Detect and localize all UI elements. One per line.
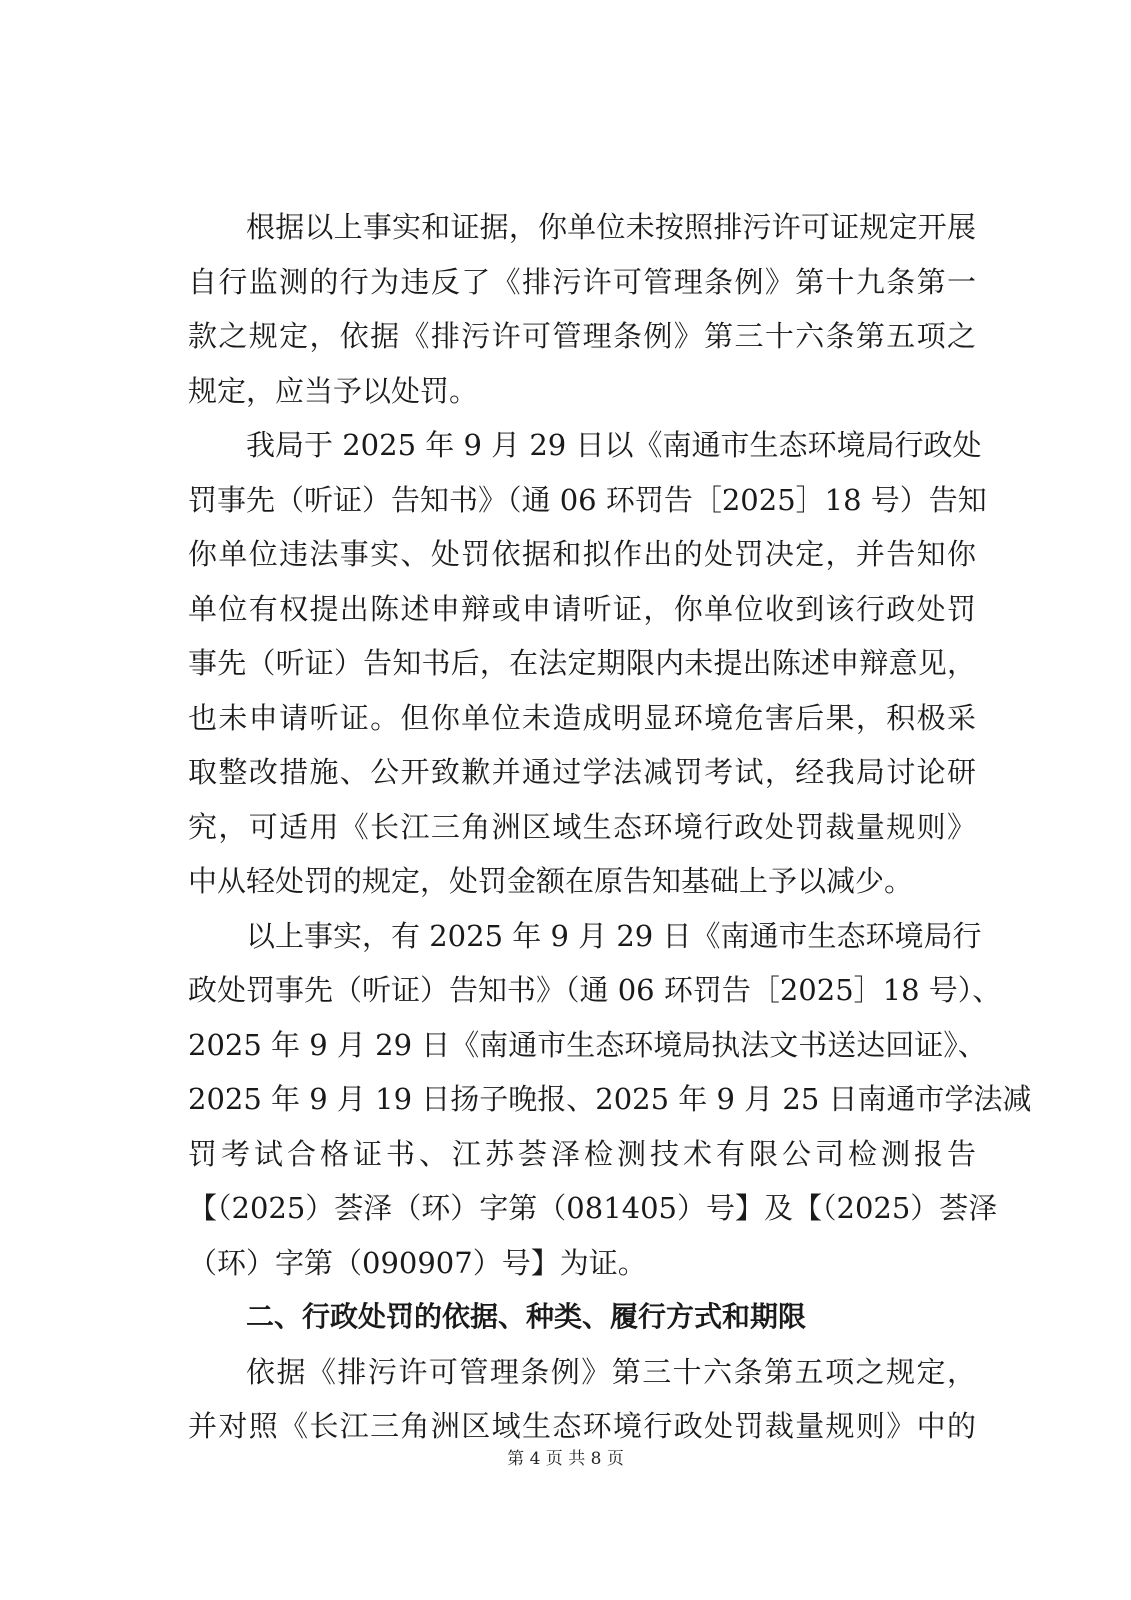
text-line: 政处罚事先（听证）告知书》（通 06 环罚告［2025］18 号）、	[188, 973, 1002, 1007]
text-line: 2025 年 9 月 29 日《南通市生态环境局执法文书送达回证》、	[188, 1027, 987, 1062]
text-line: 2025 年 9 月 19 日扬子晚报、2025 年 9 月 25 日南通市学法减	[188, 1082, 1032, 1116]
paragraph-notice	[188, 418, 987, 909]
text-line: 根据以上事实和证据，你单位未按照排污许可证规定开展	[246, 210, 976, 244]
document-body	[188, 200, 1032, 1454]
text-line: 我局于 2025 年 9 月 29 日以《南通市生态环境局行政处	[246, 428, 982, 462]
text-line: （环）字第（090907）号】为证。	[188, 1245, 647, 1280]
text-line: 罚考试合格证书、江苏荟泽检测技术有限公司检测报告	[188, 1136, 976, 1171]
text-line: 单位有权提出陈述申辩或申请听证，你单位收到该行政处罚	[188, 591, 976, 626]
text-line: 自行监测的行为违反了《排污许可管理条例》第十九条第一	[188, 264, 976, 299]
paragraph-findings	[188, 200, 976, 418]
text-line: 事先（听证）告知书后，在法定期限内未提出陈述申辩意见，	[188, 646, 976, 680]
text-line: 规定，应当予以处罚。	[188, 373, 479, 408]
paragraph-evidence	[188, 909, 1032, 1291]
text-line: 中从轻处罚的规定，处罚金额在原告知基础上予以减少。	[188, 864, 914, 898]
text-line: 【（2025）荟泽（环）字第（081405）号】及【（2025）荟泽	[188, 1191, 998, 1225]
page-number: 第 4 页 共 8 页	[507, 1449, 624, 1469]
text-line: 以上事实，有 2025 年 9 月 29 日《南通市生态环境局行	[246, 918, 982, 953]
text-line: 你单位违法事实、处罚依据和拟作出的处罚决定，并告知你	[188, 537, 976, 571]
text-line: 究，可适用《长江三角洲区域生态环境行政处罚裁量规则》	[188, 809, 976, 844]
text-line: 依据《排污许可管理条例》第三十六条第五项之规定，	[246, 1354, 976, 1389]
text-line: 并对照《长江三角洲区域生态环境行政处罚裁量规则》中的	[188, 1409, 976, 1443]
text-line: 也未申请听证。但你单位未造成明显环境危害后果，积极采	[188, 700, 976, 735]
text-line: 罚事先（听证）告知书》（通 06 环罚告［2025］18 号）告知	[188, 482, 987, 517]
text-line: 取整改措施、公开致歉并通过学法减罚考试，经我局讨论研	[188, 755, 976, 789]
section-heading: 二、行政处罚的依据、种类、履行方式和期限	[246, 1300, 807, 1333]
paragraph-basis	[188, 1345, 976, 1454]
text-line: 款之规定，依据《排污许可管理条例》第三十六条第五项之	[188, 319, 976, 353]
